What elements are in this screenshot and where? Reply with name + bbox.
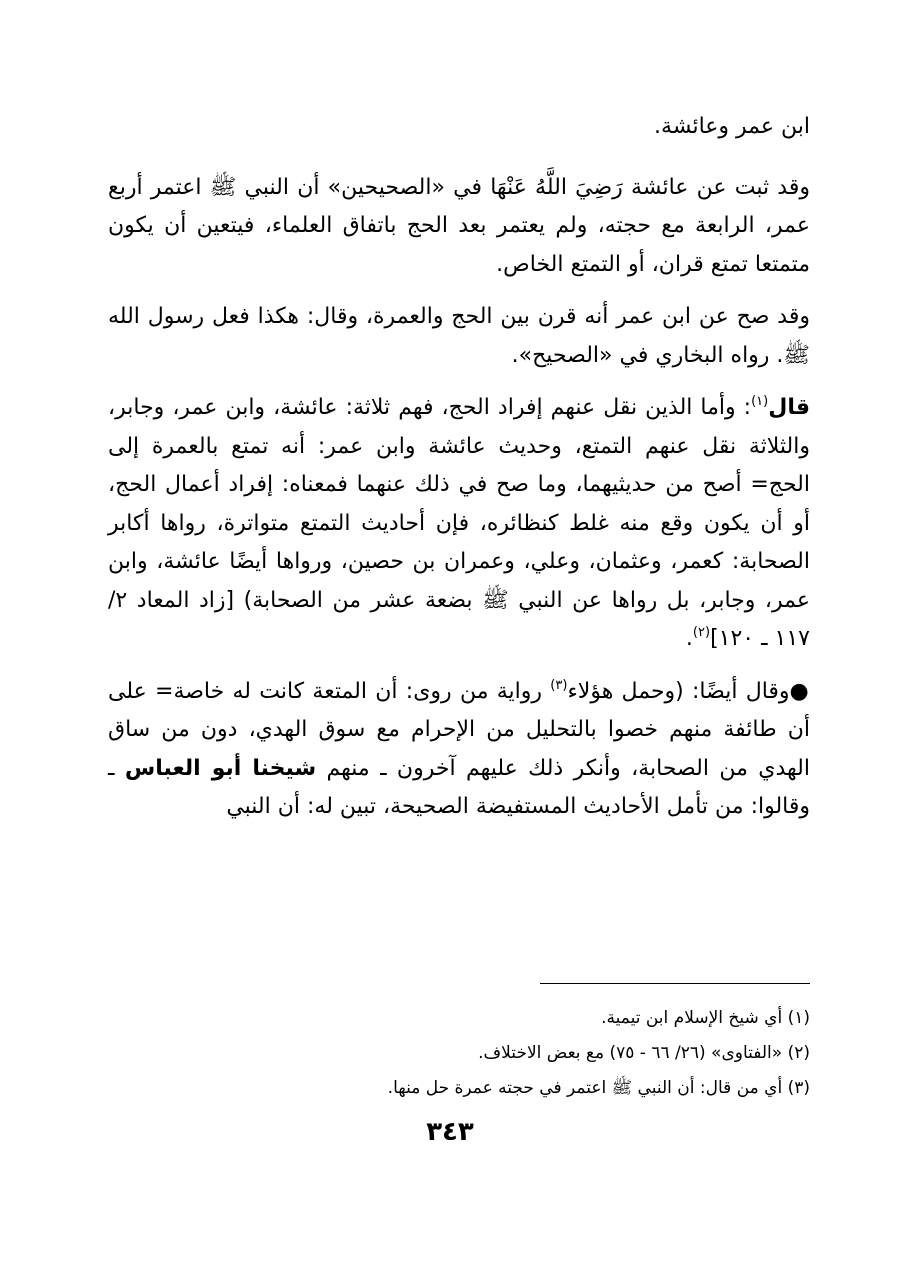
footnote-ref-1: (١) (751, 394, 769, 409)
footnote-ref-2: (٢) (692, 625, 711, 640)
footnote-separator (540, 983, 810, 984)
paragraph-5-bold: شيخنا أبو العباس (124, 755, 317, 781)
paragraph-2: وقد ثبت عن عائشة رَضِيَ اللَّهُ عَنْهَا في «الصحيحين» أن النبي ﷺ اعتمر أربع عمر، الرابعة مع حجته، ولم يعتمر بعد الحج باتفاق العلماء، فيتعين أن يكون متمتعا تمتع قران، أو التمتع الخاص. (108, 174, 810, 277)
footnote-1: (١) أي شيخ الإسلام ابن تيمية. (601, 1008, 810, 1028)
bullet-icon: ● (789, 678, 811, 704)
footnote-list (108, 1001, 810, 1106)
paragraph-5-text-c: ـ وقالوا: من تأمل الأحاديث المستفيضة الصحيحة، تبين له: أن النبي (108, 755, 810, 819)
paragraph-4 (108, 389, 810, 659)
paragraph-4-lead: قال (768, 395, 810, 420)
footnote-ref-3: (٣) (550, 677, 568, 693)
footnote-3: (٣) أي من قال: أن النبي ﷺ اعتمر في حجته عمرة حل منها. (387, 1078, 810, 1098)
paragraph-5-text-b: رواية من روى: أن المتعة كانت له خاصة= على أن طائفة منهم خصوا بالتحليل من الإحرام مع سوق الهدي، دون من ساق الهدي من الصحابة، وأنكر ذلك عليهم آخرون ـ منهم (108, 678, 810, 781)
footnote-2: (٢) «الفتاوى» (٢٦/ ٦٦ - ٧٥) مع بعض الاختلاف. (478, 1043, 810, 1063)
paragraph-1: ابن عمر وعائشة. (654, 114, 810, 139)
page-number: ٣٤٣ (426, 1117, 474, 1147)
paragraph-5-text-a: وقال أيضًا: (وحمل هؤلاء (567, 678, 790, 704)
paragraph-4-text: : وأما الذين نقل عنهم إفراد الحج، فهم ثلاثة: عائشة، وابن عمر، وجابر، والثلاثة نقل عنهم التمتع، وحديث عائشة وابن عمر: أنه تمتع بالعمرة إلى الحج= أصح من حديثيهما، وما صح في ذلك عنهما فمعناه: إفراد أعمال الحج، أو أن يكون وقع منه غلط كنظائره، فإن أحاديث التمتع متواترة، رواها أكابر الصحابة: كعمر، وعثمان، وعلي، وعمران بن حصين، ورواها أيضًا عائشة، وابن عمر، وجابر، بل رواها عن النبي ﷺ بضعة عشر من الصحابة) [زاد المعاد ٢/ ١١٧ ـ ١٢٠] (108, 395, 810, 651)
page-body (108, 108, 810, 841)
paragraph-4-end: . (685, 626, 693, 651)
paragraph-5 (108, 673, 810, 827)
paragraph-3: وقد صح عن ابن عمر أنه قرن بين الحج والعمرة، وقال: هكذا فعل رسول الله ﷺ. رواه البخاري في «الصحيح». (108, 304, 810, 368)
